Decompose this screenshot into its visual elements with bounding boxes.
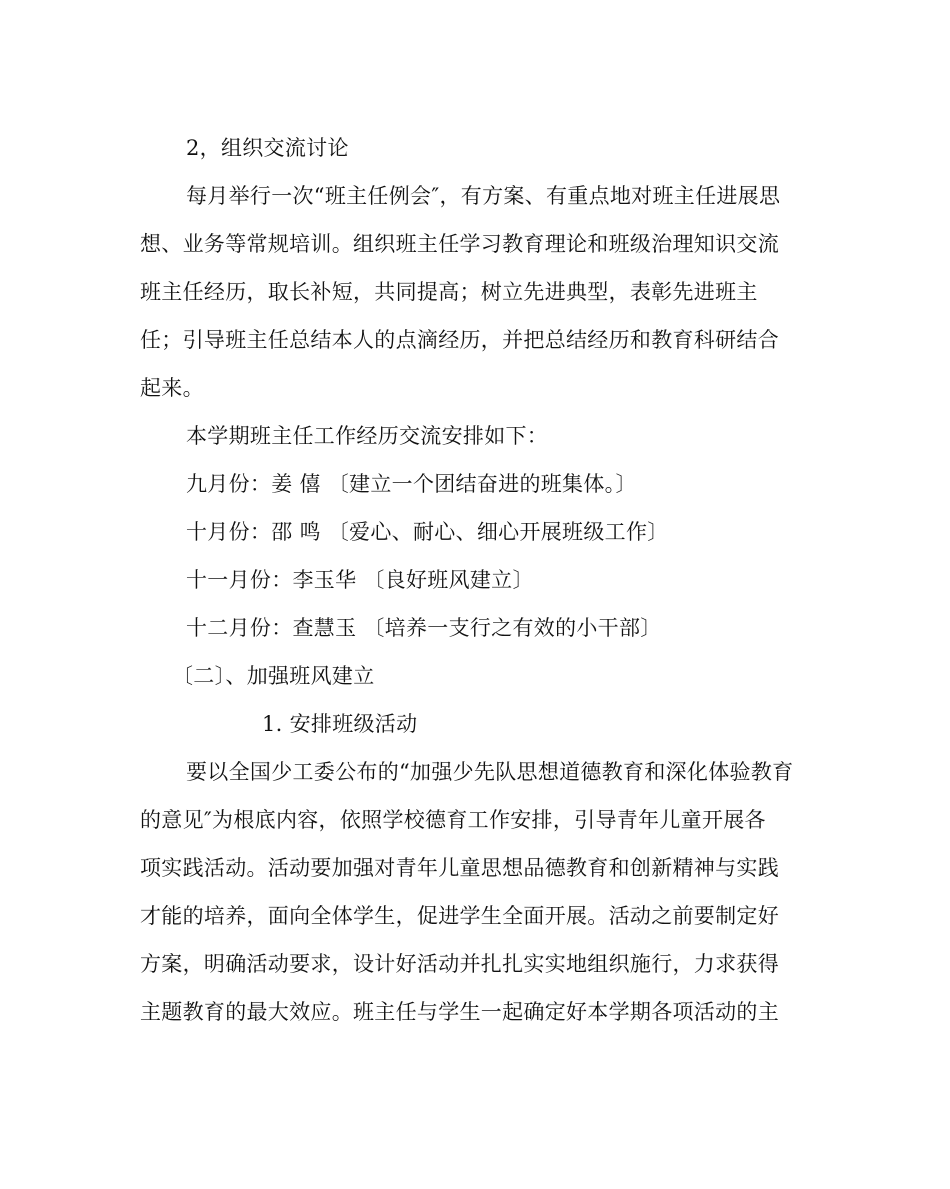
paragraph-line: 任；引导班主任总结本人的点滴经历，并把总结经历和教育科研结合 [140,328,779,352]
section-heading-class-style: 〔二〕、加强班风建立 [172,664,375,688]
paragraph-line: 的意见″为根底内容，依照学校德育工作安排，引导青年儿童开展各 [140,808,766,832]
paragraph-line: 每月举行一次“班主任例会″，有方案、有重点地对班主任进展思 [186,184,781,208]
paragraph-line: 起来。 [140,376,204,400]
subsection-heading-class-activities: 1. 安排班级活动 [262,712,418,736]
paragraph-line: 要以全国少工委公布的“加强少先队思想道德教育和深化体验教育 [186,760,794,784]
paragraph-line: 方案，明确活动要求，设计好活动并扎扎实实地组织施行，力求获得 [140,952,779,976]
paragraph-line: 主题教育的最大效应。班主任与学生一起确定好本学期各项活动的主 [140,1000,779,1024]
section-heading-exchange-discussion: 2，组织交流讨论 [186,136,349,160]
paragraph-line: 项实践活动。活动要加强对青年儿童思想品德教育和创新精神与实践 [140,856,779,880]
paragraph-line: 想、业务等常规培训。组织班主任学习教育理论和班级治理知识交流 [140,232,779,256]
schedule-item-december: 十二月份：查慧玉 〔培养一支行之有效的小干部〕 [186,616,662,640]
schedule-item-november: 十一月份：李玉华 〔良好班风建立〕 [186,568,534,592]
paragraph-line: 班主任经历，取长补短，共同提高；树立先进典型，表彰先进班主 [140,280,758,304]
schedule-item-october: 十月份：邵 鸣 〔爱心、耐心、细心开展班级工作〕 [186,520,669,544]
schedule-item-september: 九月份：姜 僖 〔建立一个团结奋进的班集体。〕 [186,472,637,496]
schedule-intro: 本学期班主任工作经历交流安排如下： [186,424,549,448]
paragraph-line: 才能的培养，面向全体学生，促进学生全面开展。活动之前要制定好 [140,904,779,928]
